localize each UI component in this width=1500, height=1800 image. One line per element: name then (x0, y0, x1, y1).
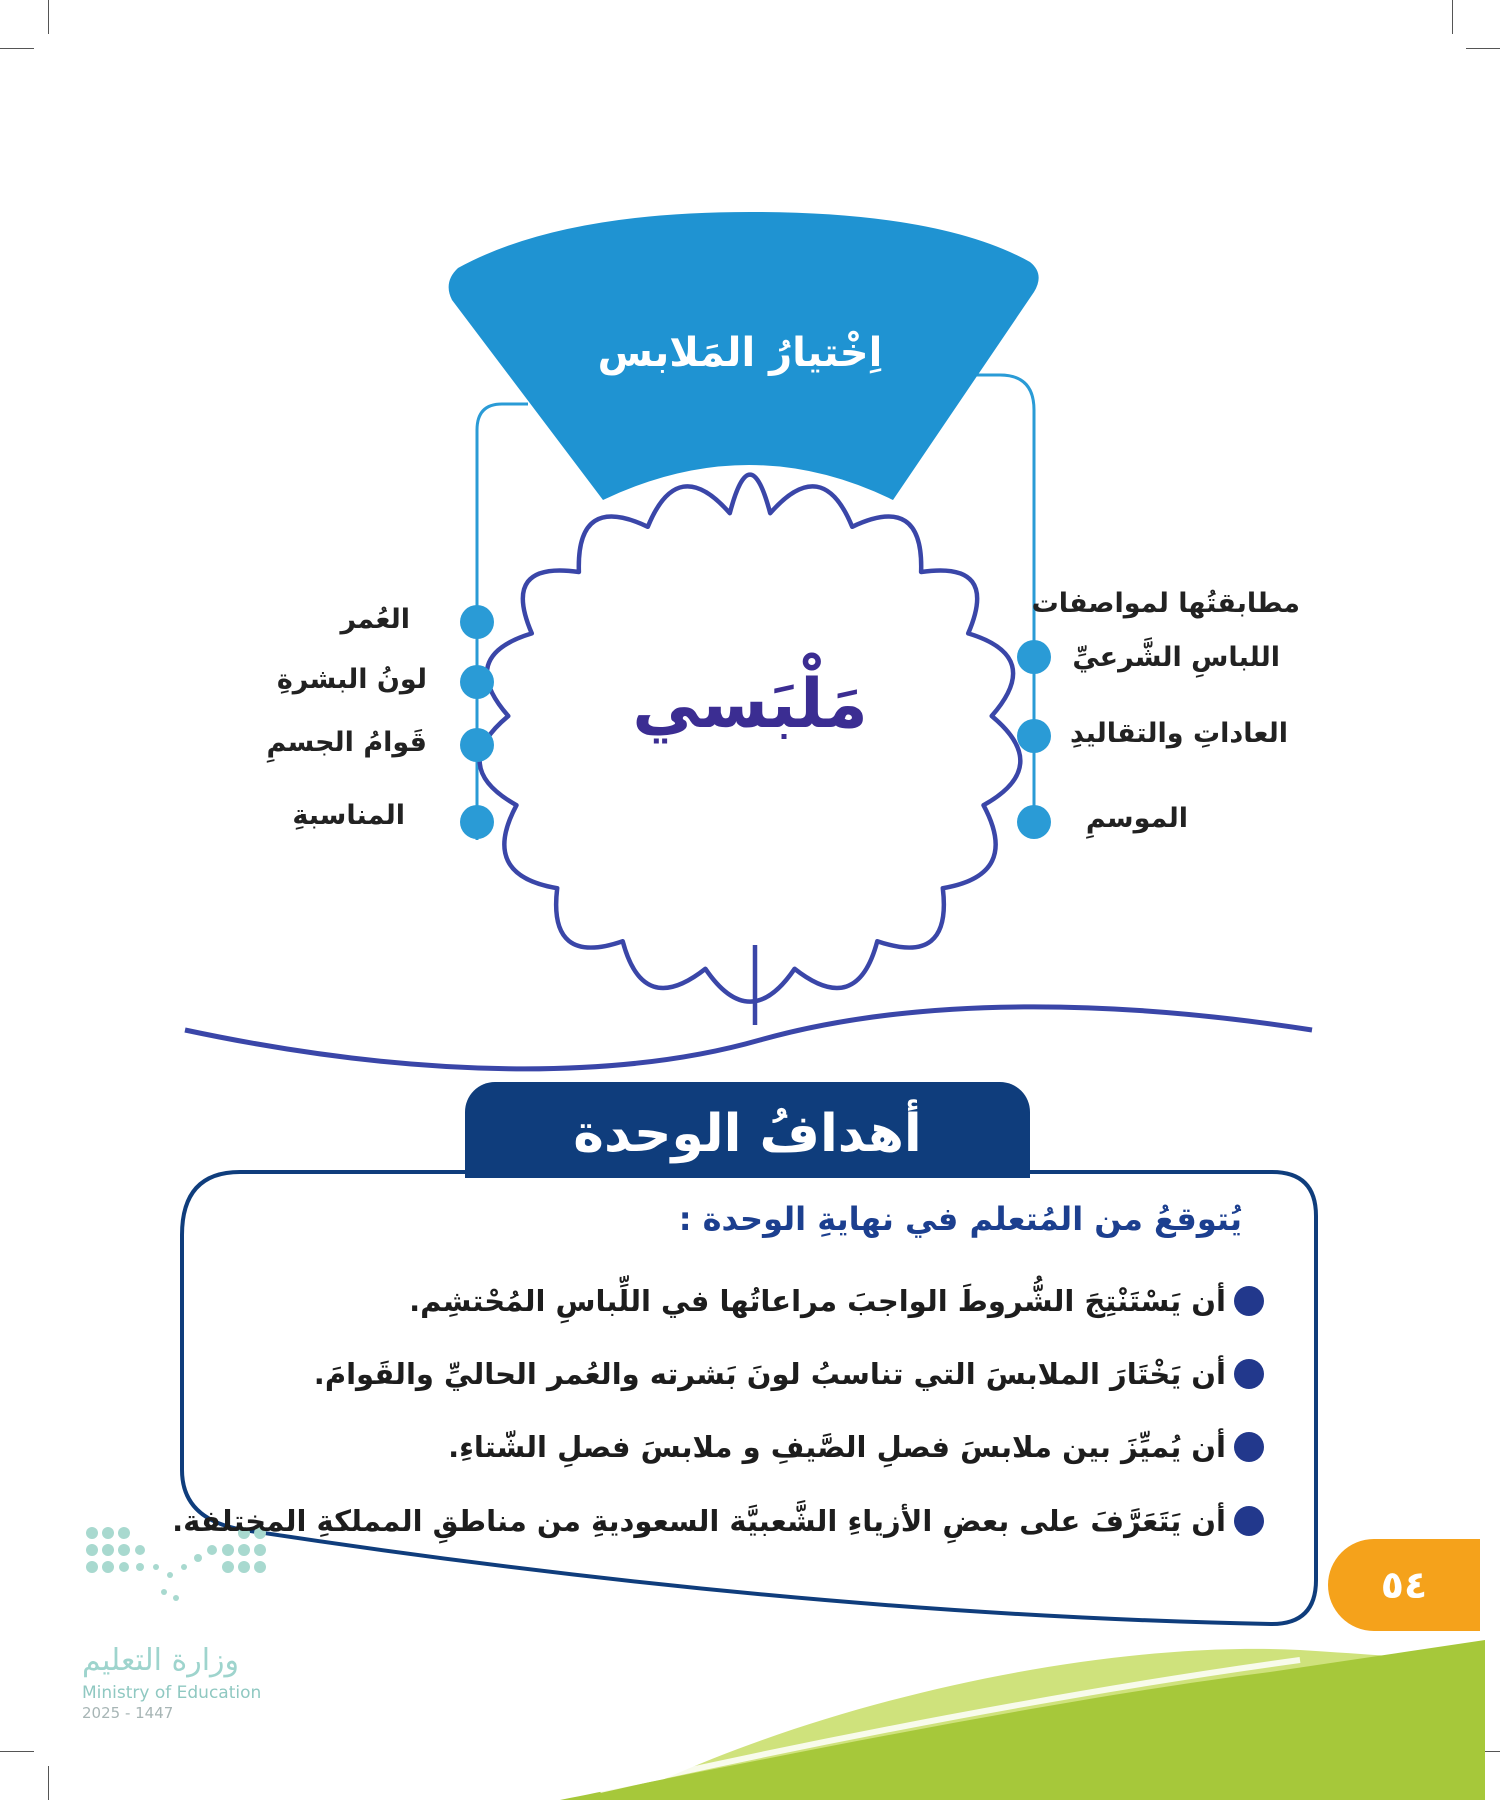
right-item-1-line2: اللباسِ الشَّرعيِّ (1072, 642, 1280, 673)
bullet-icon (1234, 1359, 1264, 1389)
right-item-1-line1: مطابقتُها لمواصفات (1031, 588, 1300, 619)
objective-item-4 (172, 1494, 1264, 1544)
objective-text-3: أن يُميِّزَ بين ملابسَ فصلِ الصَّيفِ و ملابسَ فصلِ الشّتاءِ. (448, 1430, 1226, 1464)
ministry-name-arabic: وزارة التعليم (82, 1643, 240, 1678)
dot-left-3 (460, 728, 494, 762)
objectives-title: أهدافُ الوحدة (465, 1082, 1030, 1178)
objective-item-3 (224, 1420, 1264, 1470)
dot-left-4 (460, 805, 494, 839)
left-item-1: العُمر (340, 604, 410, 635)
left-item-4: المناسبةِ (292, 800, 405, 831)
objective-text-1: أن يَسْتَنْتِجَ الشُّروطَ الواجبَ مراعاتُها في اللِّباسِ المُحْتشِم. (409, 1284, 1226, 1318)
left-item-3: قَوامُ الجسمِ (266, 727, 427, 758)
diagram-title: اِخْتيارُ المَلابس (597, 330, 883, 376)
edition-year: 2025 - 1447 (82, 1704, 174, 1722)
flower-center-word: مَلْبَسي (632, 665, 868, 744)
page-number: ٥٤ (1328, 1539, 1480, 1631)
right-item-1 (1031, 583, 1300, 679)
right-item-2: العاداتِ والتقاليدِ (1070, 718, 1288, 749)
dot-left-2 (460, 665, 494, 699)
bullet-icon (1234, 1506, 1264, 1536)
hill-front (560, 1640, 1485, 1800)
left-item-2: لونُ البشرةِ (276, 664, 427, 695)
objectives-intro: يُتوقعُ من المُتعلم في نهايةِ الوحدة : (678, 1200, 1242, 1238)
objective-item-1 (224, 1274, 1264, 1324)
right-item-3: الموسمِ (1085, 803, 1188, 834)
objective-text-4: أن يَتَعَرَّفَ على بعضِ الأزياءِ الشَّعبيَّة السعوديةِ من مناطقِ المملكةِ المختلفة. (172, 1504, 1226, 1538)
ministry-name-english: Ministry of Education (82, 1683, 262, 1703)
ground-curve (185, 1007, 1312, 1069)
dot-left-1 (460, 605, 494, 639)
bullet-icon (1234, 1286, 1264, 1316)
objectives-frame (182, 1172, 1316, 1624)
bullet-icon (1234, 1432, 1264, 1462)
objective-item-2 (224, 1347, 1264, 1397)
objective-text-2: أن يَخْتَارَ الملابسَ التي تناسبُ لونَ بَشرته والعُمر الحاليِّ والقَوامَ. (313, 1357, 1226, 1391)
